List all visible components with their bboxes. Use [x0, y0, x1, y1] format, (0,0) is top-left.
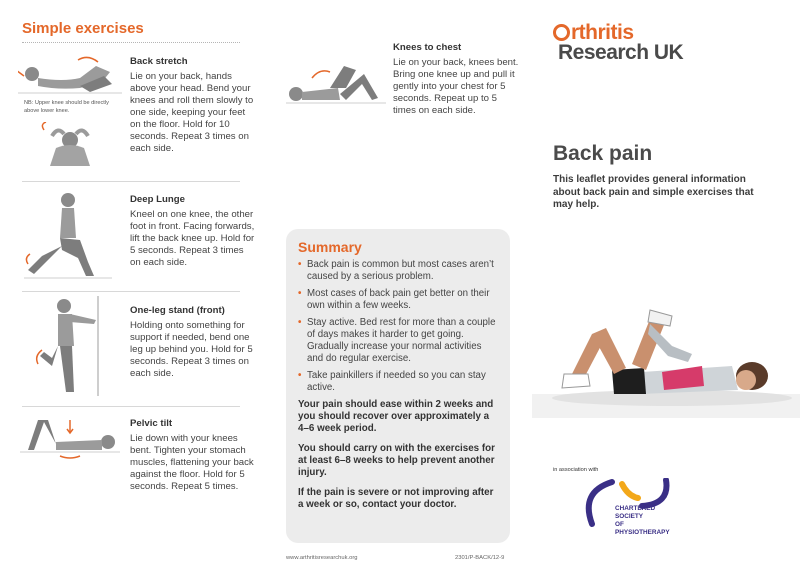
exercise-text: Holding onto something for support if needed, bend one leg up behind you. Hold for 5 seconds. Repeat 3 times on each side. — [130, 320, 253, 379]
association-label: in association with — [553, 467, 599, 473]
one-leg-stand-figure — [30, 296, 110, 400]
divider — [22, 291, 240, 292]
csp-line: OF — [615, 521, 624, 528]
intro-text: This leaflet provides general information about back pain and simple exercises that may help. — [553, 174, 754, 210]
exercise-text: Lie on your back, knees bent. Bring one knee up and pull it gently into your chest for 5 seconds. Repeat up to 5 times on each side. — [393, 57, 519, 116]
summary-bold-text: You should carry on with the exercises for at least 6–8 weeks to help prevent another injury. — [298, 443, 495, 478]
summary-bold-text: If the pain is severe or not improving after a week or so, contact your doctor. — [298, 487, 494, 510]
knees-to-chest-photo — [532, 294, 800, 418]
summary-bullet: • Back pain is common but most cases aren’t caused by a serious problem. — [298, 259, 498, 283]
csp-line: SOCIETY — [615, 513, 644, 520]
exercise-title: Knees to chest — [393, 42, 462, 53]
summary-title: Summary — [298, 239, 362, 255]
exercise-text: Kneel on one knee, the other foot in front. Facing forwards, lift the back knee up. Hold for 5 seconds. Repeat 3 times on each side. — [130, 209, 255, 268]
logo-line1: rthritis — [571, 21, 634, 44]
exercise-back-stretch — [130, 56, 255, 155]
summary-list — [298, 259, 498, 394]
back-stretch-figure-2 — [30, 122, 110, 172]
section-rule — [22, 42, 240, 43]
csp-text — [615, 505, 670, 537]
page-title: Back pain — [553, 142, 653, 165]
summary-bullet: • Take painkillers if needed so you can stay active. — [298, 370, 498, 394]
exercise-knees-to-chest — [393, 42, 519, 117]
divider — [22, 406, 240, 407]
middle-panel — [268, 0, 532, 569]
csp-line: PHYSIOTHERAPY — [615, 529, 670, 536]
exercise-title: Back stretch — [130, 56, 188, 67]
pelvic-tilt-figure — [20, 416, 120, 462]
logo-line2: Research UK — [558, 41, 684, 64]
summary-bullet: • Most cases of back pain get better on their own within a few weeks. — [298, 288, 498, 312]
back-stretch-figure — [18, 52, 123, 100]
left-panel — [0, 0, 268, 569]
exercise-deep-lunge — [130, 194, 255, 269]
divider — [22, 181, 240, 182]
logo-a-mark-icon — [553, 24, 570, 41]
exercise-pelvic-tilt — [130, 418, 255, 493]
exercise-text: Lie down with your knees bent. Tighten your stomach muscles, flattening your back against the floor. Hold for 5 seconds. Repeat 5 times. — [130, 433, 254, 492]
exercise-title: Pelvic tilt — [130, 418, 173, 429]
summary-bold-text: Your pain should ease within 2 weeks and you should recover over approximately a 4–6 week period. — [298, 399, 494, 434]
exercise-title: Deep Lunge — [130, 194, 185, 205]
knees-to-chest-figure — [286, 58, 386, 110]
arthritis-research-uk-logo — [553, 22, 683, 63]
exercise-title: One-leg stand (front) — [130, 305, 225, 316]
section-title: Simple exercises — [22, 20, 144, 37]
knee-note: NB: Upper knee should be directly above lower knee. — [24, 100, 109, 114]
deep-lunge-figure — [24, 190, 114, 285]
exercise-one-leg-stand — [130, 305, 255, 380]
footer-url[interactable]: www.arthritisresearchuk.org — [286, 555, 358, 561]
summary-bullet: • Stay active. Bed rest for more than a couple of days makes it harder to get going. Gradually increase your normal activities and do regular exercise. — [298, 317, 498, 365]
exercise-text: Lie on your back, hands above your head. Bend your knees and roll them slowly to one side, keeping your feet on the floor. Hold for 10 seconds. Repeat 3 times on each side. — [130, 71, 254, 154]
summary-box — [286, 229, 510, 543]
right-panel — [532, 0, 800, 569]
csp-line: CHARTERED — [615, 505, 656, 512]
footer-code: 2301/P-BACK/12-9 — [455, 555, 505, 561]
